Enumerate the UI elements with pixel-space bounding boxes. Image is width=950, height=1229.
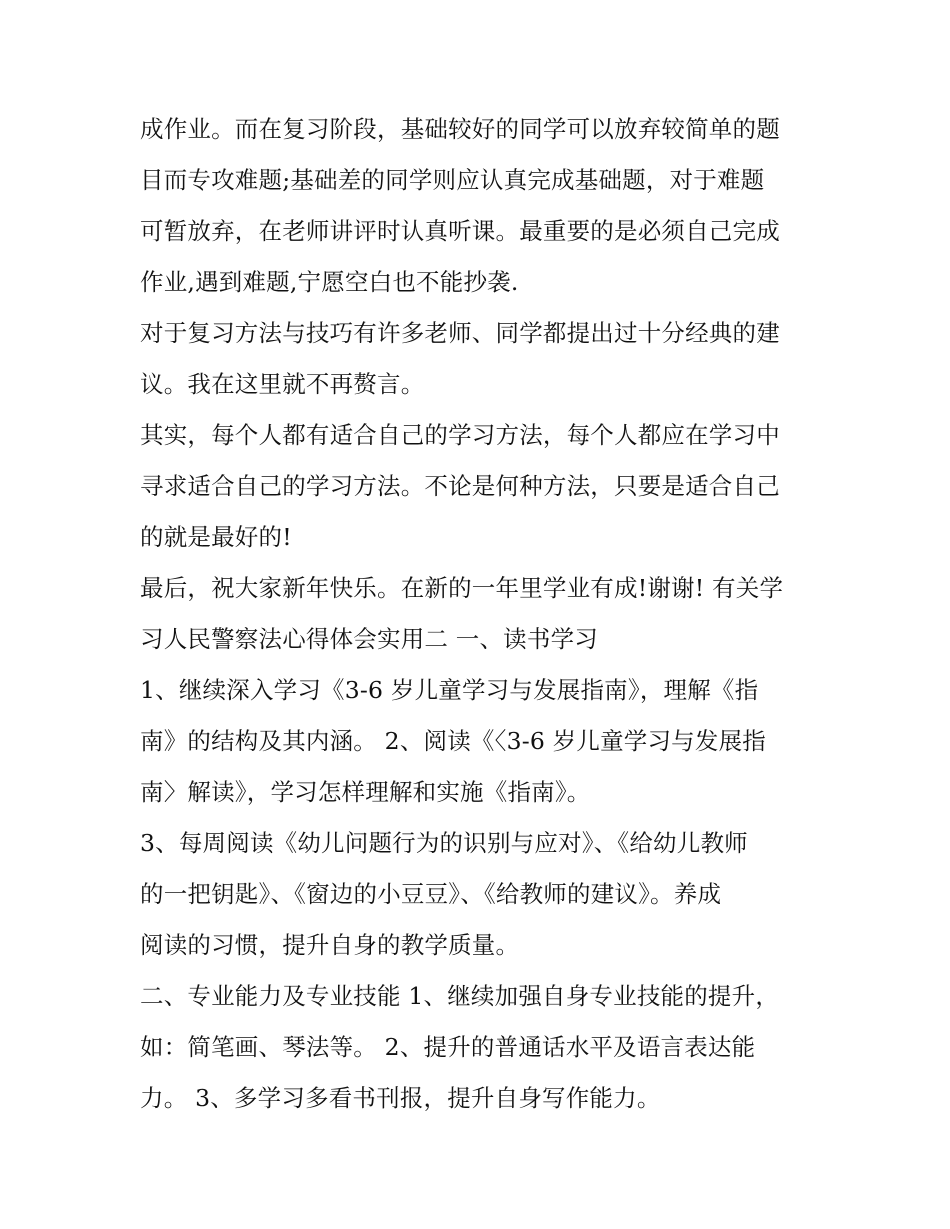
text-line: 寻求适合自己的学习方法。不论是何种方法，只要是适合自己	[140, 472, 780, 500]
text-line: 如：简笔画、琴法等。 2、提升的普通话水平及语言表达能	[140, 1033, 756, 1061]
text-line: 成作业。而在复习阶段，基础较好的同学可以放弃较简单的题	[140, 115, 780, 143]
text-line: 目而专攻难题;基础差的同学则应认真完成基础题，对于难题	[140, 166, 765, 194]
text-line: 二、专业能力及专业技能 1、继续加强自身专业技能的提升，	[140, 982, 780, 1010]
text-line: 南》的结构及其内涵。 2、阅读《〈3-6 岁儿童学习与发展指	[140, 727, 766, 755]
document-body	[140, 104, 820, 1124]
text-line: 对于复习方法与技巧有许多老师、同学都提出过十分经典的建	[140, 319, 780, 347]
text-line: 南〉解读》，学习怎样理解和实施《指南》。	[140, 778, 591, 806]
text-line: 1、继续深入学习《3-6 岁儿童学习与发展指南》，理解《指	[140, 676, 759, 704]
text-line: 议。我在这里就不再赘言。	[140, 370, 425, 398]
text-line: 习人民警察法心得体会实用二 一、读书学习	[140, 625, 598, 653]
text-line: 3、每周阅读《幼儿问题行为的识别与应对》、《给幼儿教师	[140, 829, 748, 857]
text-line: 最后，祝大家新年快乐。在新的一年里学业有成!谢谢! 有关学	[140, 574, 784, 602]
text-line: 可暂放弃，在老师讲评时认真听课。最重要的是必须自己完成	[140, 217, 780, 245]
text-line: 的就是最好的!	[140, 523, 292, 551]
text-line: 作业,遇到难题,宁愿空白也不能抄袭.	[140, 268, 519, 296]
text-line: 其实，每个人都有适合自己的学习方法，每个人都应在学习中	[140, 421, 780, 449]
text-line: 阅读的习惯，提升自身的教学质量。	[140, 931, 520, 959]
text-line: 力。 3、多学习多看书刊报，提升自身写作能力。	[140, 1084, 661, 1112]
text-line: 的一把钥匙》、《窗边的小豆豆》、《给教师的建议》。养成	[140, 880, 722, 908]
